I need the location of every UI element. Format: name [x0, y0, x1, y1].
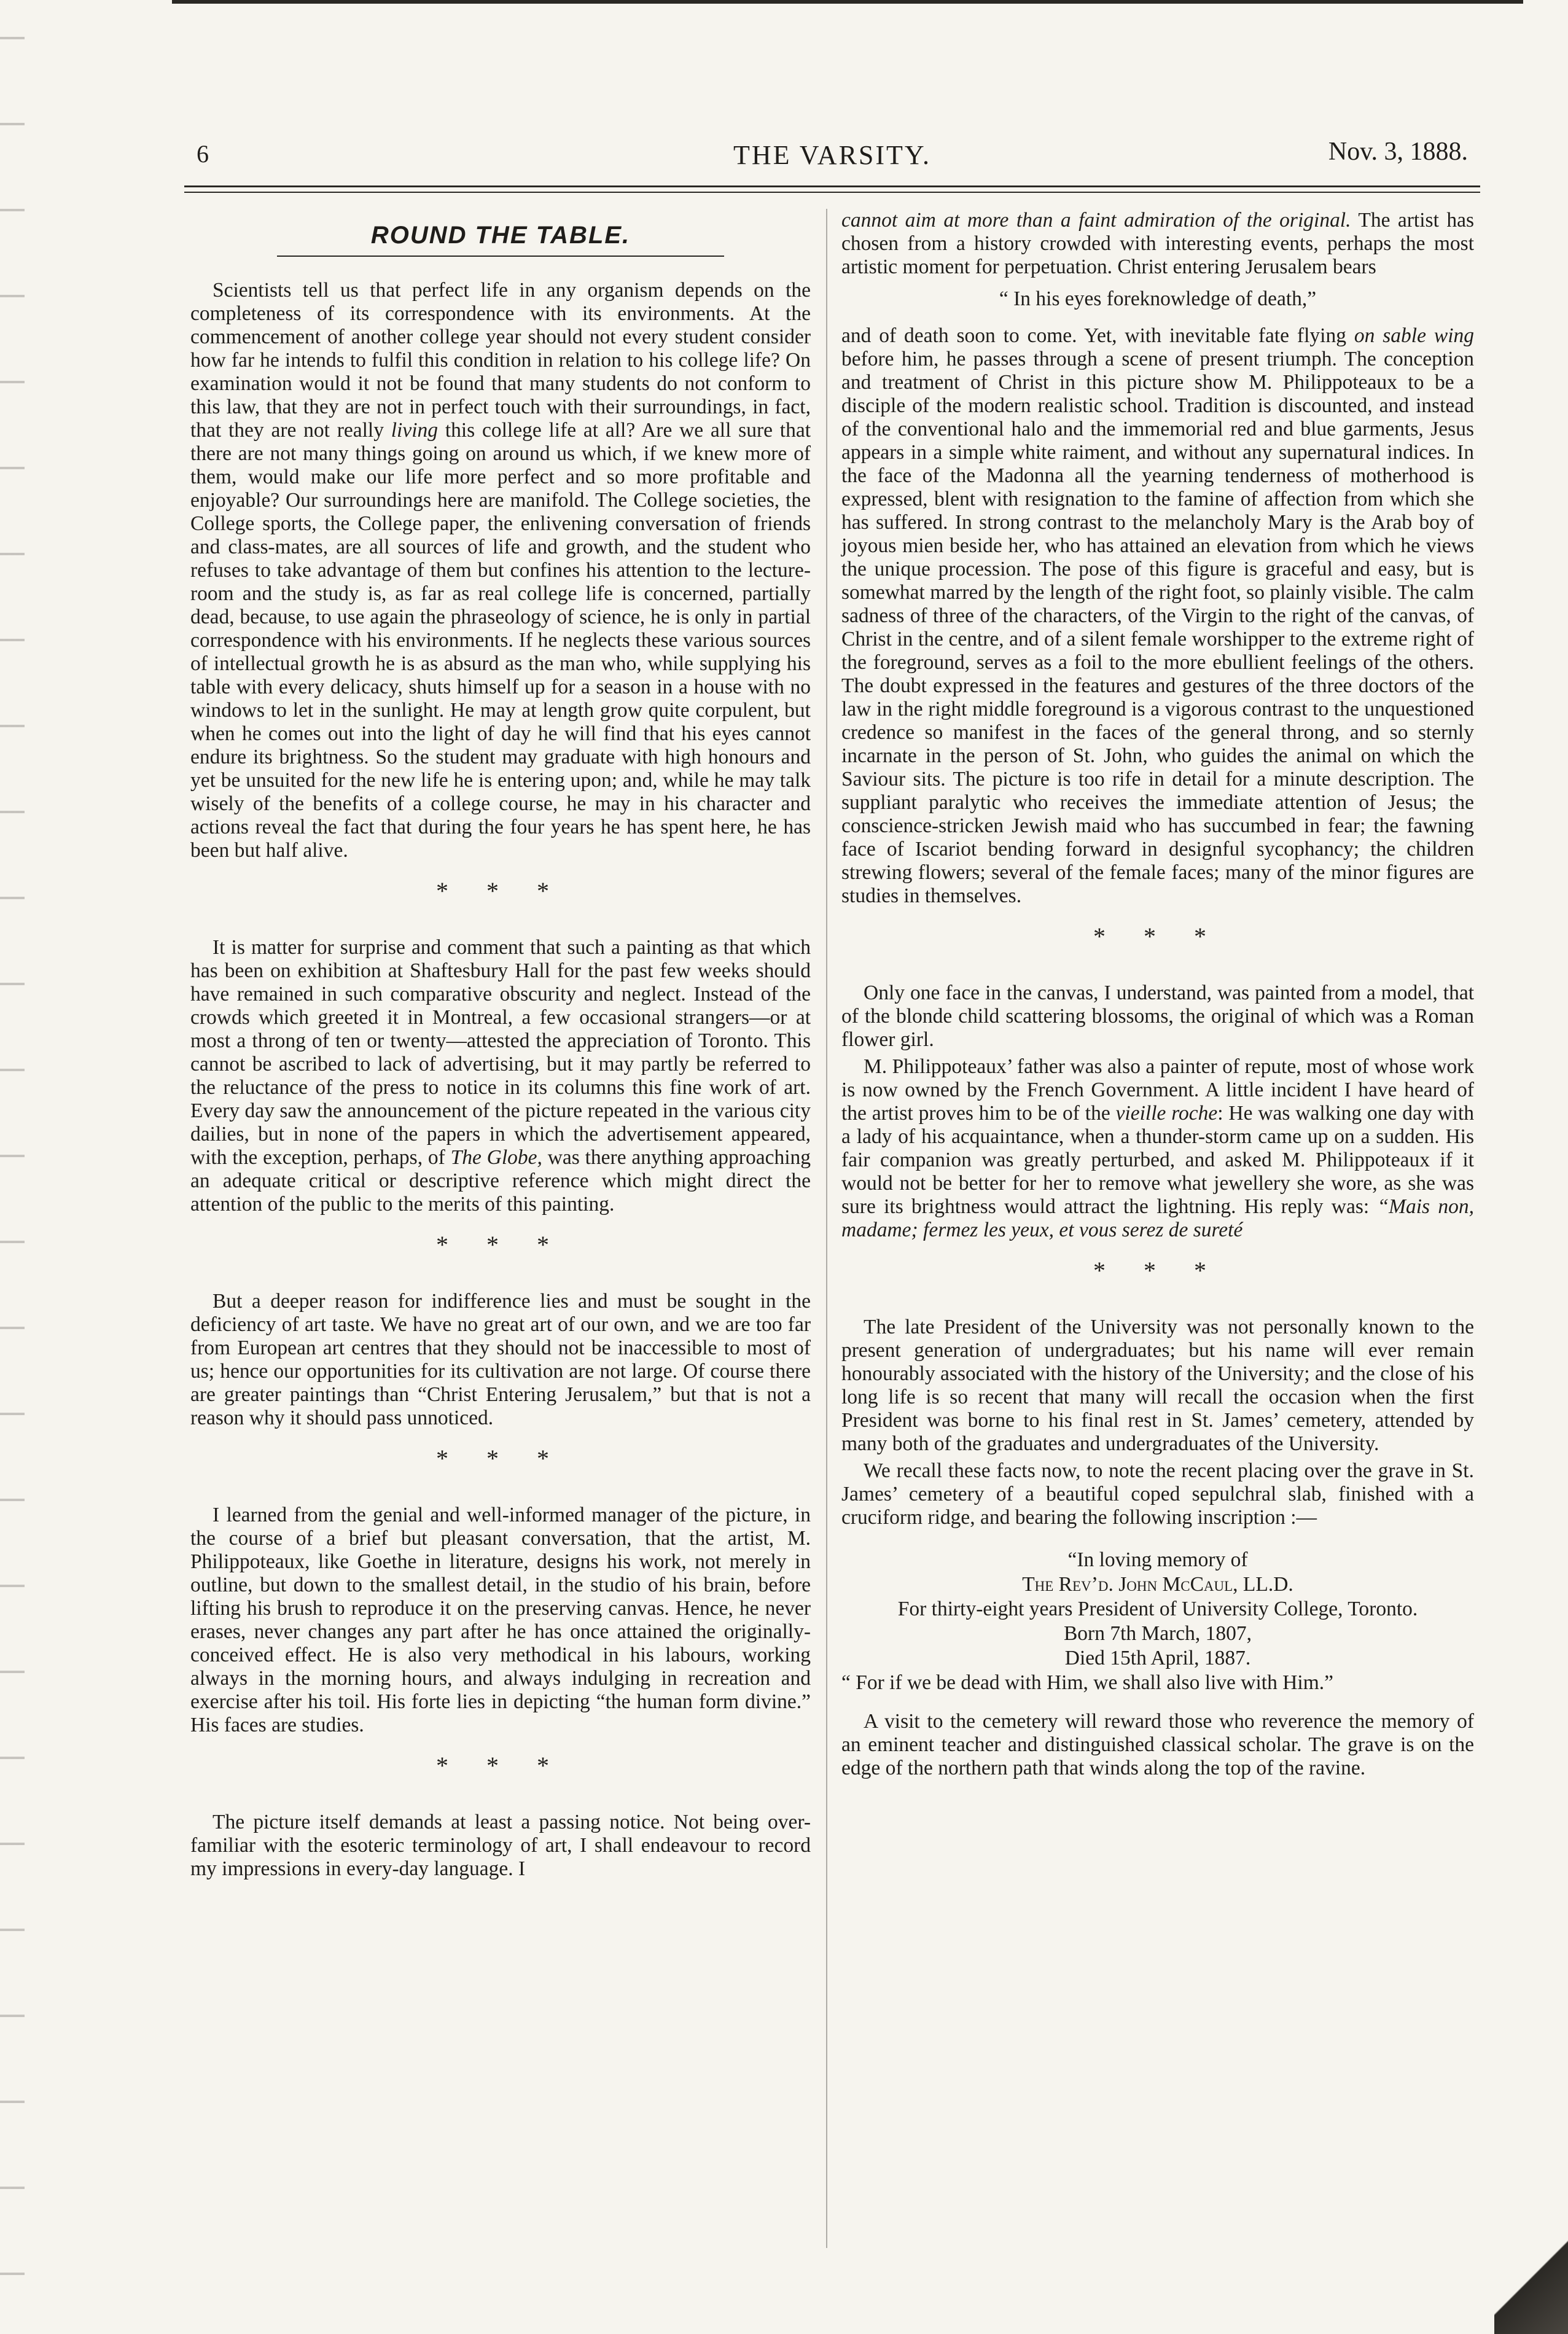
- header-rule: [184, 185, 1480, 187]
- page-number: 6: [197, 140, 209, 168]
- inscription-name: The Rev’d. John McCaul, LL.D.: [1022, 1573, 1293, 1596]
- paragraph-grave-slab: We recall these facts now, to note the recent placing over the grave in St. James’ cemetery of a beautiful coped sepulchral slab, finished with a cruciform ridge, and bearing the following inscription :—: [841, 1459, 1474, 1529]
- inscription-verse: “ For if we be dead with Him, we shall also live with Him.”: [841, 1671, 1334, 1694]
- paragraph-art-taste: But a deeper reason for indifference lies and must be sought in the deficiency of art taste. We have no great art of our own, and we are too far from European art centres that they should not be inaccessible to most of us; hence our opportunities for its cultivation are not large. Of course there are greater paintings than “Christ Entering Jerusalem,” but that is not a reason why it should pass unnoticed.: [190, 1290, 811, 1429]
- paragraph-picture-notice: The picture itself demands at least a passing notice. Not being over-familiar with the esoteric terminology of art, I shall endeavour to record my impressions in every-day language. I: [190, 1811, 811, 1880]
- right-column: [841, 209, 1474, 1784]
- section-separator: * * *: [436, 1752, 565, 1779]
- paragraph-cemetery-visit: A visit to the cemetery will reward those who reverence the memory of an eminent teacher and distinguished classical scholar. The grave is on the edge of the northern path that winds along the top of the ravine.: [841, 1710, 1474, 1779]
- section-separator: * * *: [436, 1445, 565, 1472]
- page-header: [184, 132, 1480, 175]
- article-title: ROUND THE TABLE.: [370, 222, 631, 249]
- section-separator: * * *: [1093, 923, 1222, 950]
- inscription-line: For thirty-eight years President of University College, Toronto.: [897, 1598, 1418, 1620]
- paragraph-father-anecdote: M. Philippoteaux’ father was also a painter of repute, most of whose work is now owned by the French Government. A little incident I have heard of the artist proves him to be of the vieille roche: He was walking one day with a lady of his acquaintance, when a thunder-storm came up on a sudden. His fair companion was greatly perturbed, and asked M. Philippoteaux if it would not be better for her to remove what jewellery she wore, as she was sure its brightness would attract the lightning. His reply was: “Mais non, madame; fermez les yeux, et vous serez de sureté: [841, 1055, 1474, 1241]
- top-border: [172, 0, 1523, 4]
- paragraph-painting-exhibition: It is matter for surprise and comment that such a painting as that which has been on exhibition at Shaftesbury Hall for the past few weeks should have remained in such comparative obscurity and neglect. Instead of the crowds which greeted it in Montreal, a few occasional strangers—or at most a throng of ten or twenty—attested the appreciation of Toronto. This cannot be ascribed to lack of advertising, but it may partly be referred to the reluctance of the press to notice in its columns this fine work of art. Every day saw the announcement of the picture repeated in the various city dailies, but in none of the papers in which the advertisement appeared, with the exception, perhaps, of The Globe, was there anything approaching an adequate critical or descriptive reference which might direct the attention of the public to the merits of this painting.: [190, 936, 811, 1216]
- left-column: [190, 209, 811, 1884]
- section-separator: * * *: [436, 877, 565, 905]
- inscription: [841, 1548, 1474, 1695]
- paragraph-painting-description: and of death soon to come. Yet, with inevitable fate flying on sable wing before him, he passes through a scene of present triumph. The conception and treatment of Christ in this picture show M. Philippoteaux to be a disciple of the modern realistic school. Tradition is discounted, and instead of the conventional halo and the immemorial red and blue garments, Jesus appears in a simple white raiment, and without any supernatural indices. In the face of the Madonna all the yearning tenderness of motherhood is expressed, blent with resignation to the famine of affection from which she has suffered. In strong contrast to the melancholy Mary is the Arab boy of joyous mien beside her, who has attained an elevation from which he views the unique procession. The pose of this figure is graceful and easy, but is somewhat marred by the length of the right foot, so plainly visible. The calm sadness of three of the characters, of the Virgin to the right of the canvas, of Christ in the centre, and of a silent female worshipper to the extreme right of the foreground, serves as a foil to the more ebullient feelings of the others. The doubt expressed in the features and gestures of the three doctors of the law in the right middle foreground is a vigorous contrast to the unquestioned credence so manifest in the faces of the general throng, and so sternly incarnate in the person of St. John, who guides the animal on which the Saviour sits. The picture is too rife in detail for a minute description. The suppliant paralytic who receives the immediate attention of Jesus; the conscience-stricken Jewish maid who has succumbed in fear; the fawning face of Iscariot bending forward in designful sycophancy; the children strewing flowers; several of the female faces; many of the minor figures are studies in themselves.: [841, 324, 1474, 907]
- section-separator: * * *: [1093, 1257, 1222, 1284]
- inscription-line: Born 7th March, 1807,: [1063, 1622, 1252, 1645]
- paragraph-perfect-life: Scientists tell us that perfect life in any organism depends on the completeness of its correspondence with its environments. At the commencement of another college year should not every student consider how far he intends to fulfil this condition in relation to his college life? On examination would it not be found that many students do not conform to this law, that they are not in perfect touch with their surroundings, in fact, that they are not really living this college life at all? Are we all sure that there are not many things going on around us which, if we knew more of them, would make our life more perfect and so more profitable and enjoyable? Our surroundings here are manifold. The College societies, the College sports, the College paper, the enlivening conversation of friends and class-mates, are all sources of life and growth, and the student who refuses to take advantage of them but confines his attention to the lecture-room and the study is, as far as real college life is concerned, partially dead, because, to use again the phraseology of science, he is only in partial correspondence with his environments. If he neglects these various sources of intellectual growth he is as absurd as the man who, while supplying his table with every delicacy, shuts himself up for a season in a house with no windows to let in the sunlight. He may at length grow quite corpulent, but when he comes out into the light of day he will find that his eyes cannot endure its brightness. So the student may graduate with high honours and yet be unsuited for the new life he is entering upon; and, while he may talk wisely of the benefits of a college course, he may in his character and actions reveal the fact that during the four years he has spent here, he has been but half alive.: [190, 279, 811, 862]
- section-separator: * * *: [436, 1231, 565, 1259]
- paragraph-late-president: The late President of the University was not personally known to the present generation of undergraduates; but his name will ever remain honourably associated with the history of the University; and the close of his long life is so recent that many will recall the occasion when the first President was borne to his final rest in St. James’ cemetery, attended by many both of the graduates and undergraduates of the University.: [841, 1316, 1474, 1455]
- header-rule-thin: [184, 192, 1480, 193]
- column-divider: [826, 209, 827, 2248]
- page-corner-shadow: [1494, 2199, 1568, 2334]
- paragraph-artist-method: I learned from the genial and well-informed manager of the picture, in the course of a brief but pleasant conversation, that the artist, M. Philippoteaux, like Goethe in literature, designs his work, not merely in outline, but down to the smallest detail, in the studio of his brain, before lifting his brush to reproduce it on the preserving canvas. Hence, he never erases, never changes any part after he has once attained the originally-conceived effect. He is also very methodical in his labours, working always in the morning hours, and always indulging in recreation and exercise after his toil. His forte lies in depicting “the human form divine.” His faces are studies.: [190, 1504, 811, 1736]
- title-rule: [277, 256, 724, 257]
- paragraph-model: Only one face in the canvas, I understand, was painted from a model, that of the blonde child scattering blossoms, the original of which was a Roman flower girl.: [841, 982, 1474, 1051]
- paragraph-artist-choice: cannot aim at more than a faint admiration of the original. The artist has chosen from a history crowded with interesting events, perhaps the most artistic moment for perpetuation. Christ entering Jerusalem bears: [841, 209, 1474, 278]
- quotation: “ In his eyes foreknowledge of death,”: [999, 287, 1317, 310]
- masthead: THE VARSITY.: [733, 140, 932, 170]
- inscription-line: “In loving memory of: [1067, 1548, 1248, 1571]
- page-edge-marks: [0, 0, 25, 2334]
- inscription-line: Died 15th April, 1887.: [1064, 1647, 1251, 1669]
- issue-date: Nov. 3, 1888.: [1328, 138, 1468, 166]
